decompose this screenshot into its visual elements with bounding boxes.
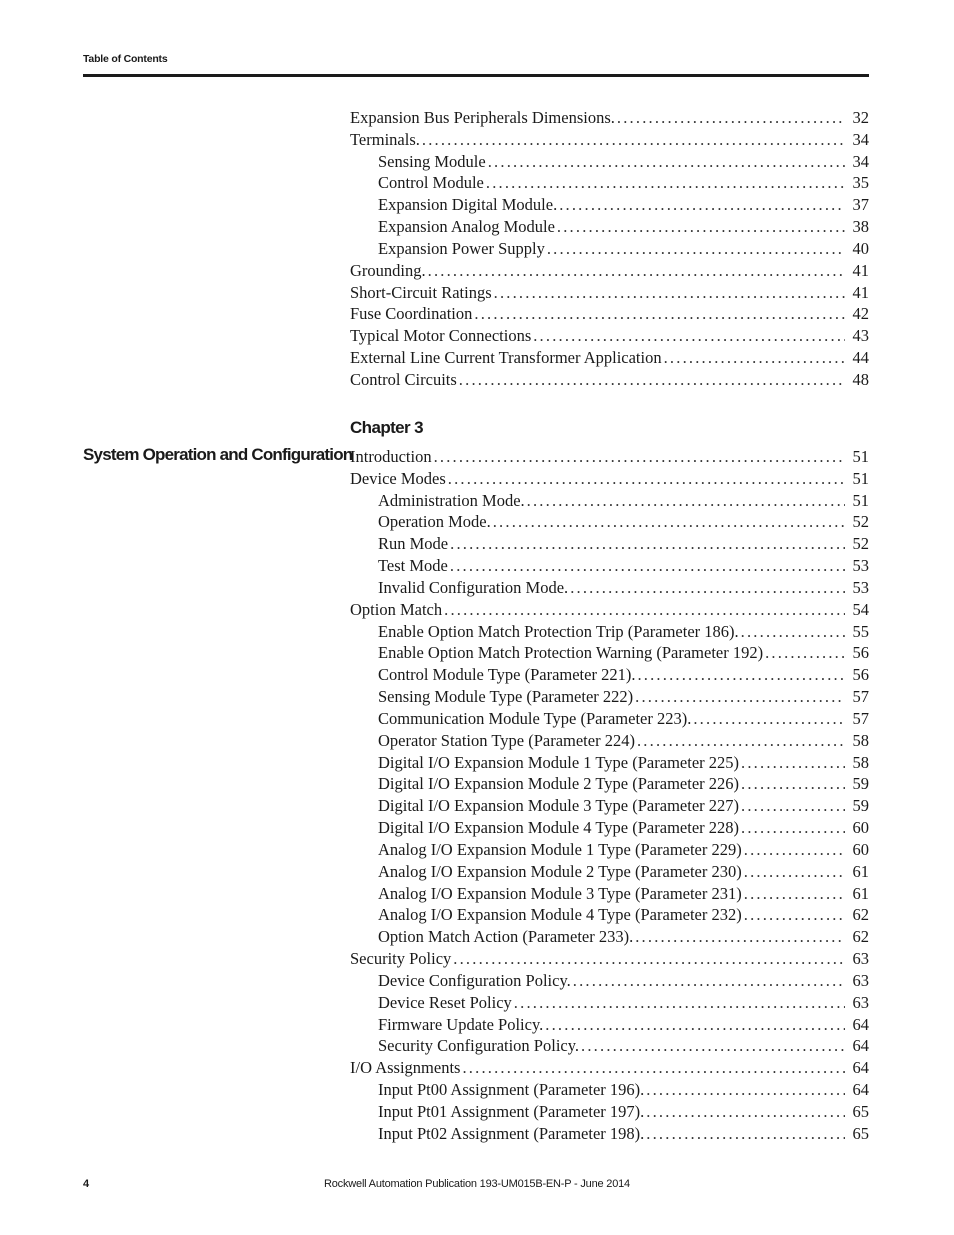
- toc-entry-title: Expansion Power Supply: [378, 238, 545, 258]
- toc-entry[interactable]: [350, 926, 869, 948]
- toc-dot-leader: [459, 369, 845, 391]
- toc-entry-title: Sensing Module Type (Parameter 222): [378, 687, 634, 707]
- toc-entry-page: 62: [852, 905, 869, 925]
- toc-dot-leader: [570, 577, 845, 599]
- toc-entry-page: 43: [852, 326, 869, 346]
- toc-entry-page: 42: [852, 304, 869, 324]
- toc-dot-leader: [635, 686, 845, 708]
- toc-dot-leader: [494, 282, 845, 304]
- toc-entry-page: 63: [852, 970, 869, 990]
- toc-dot-leader: [444, 599, 845, 621]
- toc-dot-leader: [428, 260, 845, 282]
- toc-dot-leader: [545, 1014, 845, 1036]
- toc-entry[interactable]: [350, 194, 869, 216]
- toc-entry-page: 58: [852, 752, 869, 772]
- toc-dot-leader: [448, 468, 845, 490]
- toc-dot-leader: [741, 752, 845, 774]
- toc-entry-page: 57: [852, 687, 869, 707]
- toc-dot-leader: [741, 773, 845, 795]
- toc-entry-page: 61: [852, 883, 869, 903]
- toc-entry-page: 65: [852, 1123, 869, 1143]
- toc-entry-page: 65: [852, 1101, 869, 1121]
- toc-entry-page: 37: [852, 195, 869, 215]
- toc-entry-title: Test Mode: [378, 556, 448, 576]
- toc-dot-leader: [474, 303, 845, 325]
- toc-dot-leader: [453, 948, 845, 970]
- toc-entry-page: 64: [852, 1080, 869, 1100]
- toc-dot-leader: [741, 621, 845, 643]
- toc-entry-title: Operator Station Type (Parameter 224): [378, 730, 635, 750]
- toc-entry-page: 38: [852, 217, 869, 237]
- toc-entry[interactable]: [350, 490, 869, 512]
- toc-dot-leader: [462, 1057, 845, 1079]
- chapter-label: Chapter 3: [350, 418, 424, 437]
- toc-entry-page: 34: [852, 129, 869, 149]
- toc-entry-title: Option Match Action (Parameter 233).: [378, 927, 634, 947]
- toc-dot-leader: [744, 861, 845, 883]
- toc-entry-page: 53: [852, 556, 869, 576]
- toc-entry[interactable]: [350, 511, 869, 533]
- toc-entry-title: Introduction: [350, 447, 432, 466]
- header-rule: [83, 74, 869, 77]
- toc-dot-leader: [493, 511, 845, 533]
- toc-entry[interactable]: [350, 325, 869, 347]
- toc-dot-leader: [664, 347, 845, 369]
- toc-entry-page: 32: [852, 108, 869, 127]
- toc-entry[interactable]: [350, 708, 869, 730]
- footer-publication: Rockwell Automation Publication 193-UM015B-EN-P - June 2014: [324, 1178, 630, 1190]
- toc-dot-leader: [744, 904, 845, 926]
- toc-entry-title: I/O Assignments: [350, 1058, 461, 1078]
- toc-entry[interactable]: [350, 861, 869, 883]
- toc-entry[interactable]: [350, 686, 869, 708]
- toc-entry-page: 52: [852, 512, 869, 532]
- toc-entry-title: Control Module Type (Parameter 221).: [378, 665, 636, 685]
- chapter-title: System Operation and Configuration: [83, 445, 353, 464]
- toc-entry-title: Digital I/O Expansion Module 4 Type (Parameter 228): [378, 818, 740, 838]
- toc-entry-title: Expansion Analog Module: [378, 217, 555, 237]
- toc-entry[interactable]: [350, 1035, 869, 1057]
- toc-entry-page: 62: [852, 927, 869, 947]
- toc-entry-title: Digital I/O Expansion Module 2 Type (Parameter 226): [378, 774, 740, 794]
- toc-entry-title: Invalid Configuration Mode.: [378, 577, 569, 597]
- toc-entry[interactable]: [350, 555, 869, 577]
- toc-entry[interactable]: [350, 446, 869, 468]
- toc-entry-page: 64: [852, 1058, 869, 1078]
- toc-entry-page: 64: [852, 1014, 869, 1034]
- toc-dot-leader: [617, 107, 845, 129]
- toc-entry-page: 54: [852, 599, 869, 619]
- toc-entry-title: Short-Circuit Ratings: [350, 282, 492, 302]
- toc-entry-title: Control Module: [378, 173, 484, 193]
- toc-entry[interactable]: [350, 369, 869, 391]
- toc-entry-title: Typical Motor Connections: [350, 326, 532, 346]
- toc-dot-leader: [422, 129, 845, 151]
- toc-dot-leader: [693, 708, 845, 730]
- toc-entry-title: Run Mode: [378, 534, 449, 554]
- toc-entry[interactable]: [350, 260, 869, 282]
- toc-entry[interactable]: [350, 216, 869, 238]
- toc-entry-page: 56: [852, 643, 869, 663]
- toc-entry[interactable]: [350, 129, 869, 151]
- toc-entry[interactable]: [350, 883, 869, 905]
- toc-entry-page: 51: [852, 468, 869, 488]
- toc-entry-title: Analog I/O Expansion Module 1 Type (Parameter 229): [378, 839, 742, 859]
- toc-dot-leader: [646, 1123, 845, 1145]
- toc-dot-leader: [765, 642, 845, 664]
- toc-entry-title: Security Configuration Policy.: [378, 1036, 580, 1056]
- toc-entry[interactable]: [350, 1079, 869, 1101]
- toc-dot-leader: [450, 555, 845, 577]
- toc-entry-page: 40: [852, 238, 869, 258]
- toc-entry-title: Device Reset Policy: [378, 992, 512, 1012]
- toc-entry[interactable]: [350, 533, 869, 555]
- toc-entry-page: 55: [852, 621, 869, 641]
- toc-entry[interactable]: [350, 795, 869, 817]
- toc-entry-title: Digital I/O Expansion Module 3 Type (Parameter 227): [378, 796, 740, 816]
- toc-entry-page: 41: [852, 260, 869, 280]
- toc-entry[interactable]: [350, 599, 869, 621]
- toc-dot-leader: [547, 238, 845, 260]
- toc-entry-page: 35: [852, 173, 869, 193]
- toc-entry-page: 61: [852, 861, 869, 881]
- toc-entry[interactable]: [350, 282, 869, 304]
- toc-entry[interactable]: [350, 664, 869, 686]
- toc-dot-leader: [486, 172, 845, 194]
- toc-dot-leader: [434, 446, 845, 468]
- toc-entry[interactable]: [350, 1123, 869, 1145]
- toc-entry-page: 51: [852, 490, 869, 510]
- toc-entry-title: Expansion Bus Peripherals Dimensions.: [350, 108, 615, 127]
- toc-entry[interactable]: [350, 970, 869, 992]
- toc-entry-title: External Line Current Transformer Application: [350, 348, 662, 368]
- toc-entry[interactable]: [350, 992, 869, 1014]
- toc-entry[interactable]: [350, 904, 869, 926]
- toc-entry-page: 57: [852, 708, 869, 728]
- toc-dot-leader: [741, 817, 845, 839]
- toc-entry-page: 59: [852, 796, 869, 816]
- toc-dot-leader: [488, 151, 845, 173]
- toc-entry-title: Sensing Module: [378, 151, 486, 171]
- toc-entry[interactable]: [350, 107, 869, 129]
- toc-dot-leader: [581, 1035, 845, 1057]
- toc-entry-title: Terminals.: [350, 129, 420, 149]
- toc-dot-leader: [533, 325, 845, 347]
- toc-entry-title: Control Circuits: [350, 369, 457, 389]
- toc-entry[interactable]: [350, 303, 869, 325]
- toc-entry-page: 60: [852, 818, 869, 838]
- toc-entry[interactable]: [350, 621, 869, 643]
- toc-entry[interactable]: [350, 773, 869, 795]
- toc-dot-leader: [514, 992, 845, 1014]
- toc-entry[interactable]: [350, 1101, 869, 1123]
- toc-entry-page: 58: [852, 730, 869, 750]
- footer-page-number: 4: [83, 1178, 90, 1190]
- toc-entry-title: Device Modes: [350, 468, 446, 488]
- toc-entry-title: Analog I/O Expansion Module 2 Type (Parameter 230): [378, 861, 742, 881]
- toc-entry-title: Operation Mode.: [378, 512, 491, 532]
- toc-entry[interactable]: [350, 948, 869, 970]
- toc-entry-page: 56: [852, 665, 869, 685]
- toc-entry-title: Enable Option Match Protection Warning (Parameter 192): [378, 643, 764, 663]
- toc-entry-page: 60: [852, 839, 869, 859]
- toc-entry-page: 52: [852, 534, 869, 554]
- toc-entry-title: Digital I/O Expansion Module 1 Type (Parameter 225): [378, 752, 740, 772]
- toc-dot-leader: [527, 490, 845, 512]
- toc-entry[interactable]: [350, 468, 869, 490]
- toc-dot-leader: [744, 883, 845, 905]
- toc-dot-leader: [646, 1101, 845, 1123]
- toc-dot-leader: [637, 730, 845, 752]
- toc-dot-leader: [646, 1079, 845, 1101]
- running-head: Table of Contents: [83, 53, 168, 65]
- toc-entry-title: Firmware Update Policy.: [378, 1014, 544, 1034]
- toc-entry-page: 64: [852, 1036, 869, 1056]
- toc-entry-page: 41: [852, 282, 869, 302]
- toc-entry-page: 53: [852, 577, 869, 597]
- toc-entry-title: Security Policy: [350, 949, 452, 969]
- toc-entry[interactable]: [350, 577, 869, 599]
- toc-entry-page: 51: [852, 447, 869, 466]
- toc-entry-title: Expansion Digital Module.: [378, 195, 558, 215]
- toc-entry-title: Device Configuration Policy.: [378, 970, 571, 990]
- toc-entry[interactable]: [350, 1014, 869, 1036]
- toc-entry-page: 48: [852, 369, 869, 389]
- toc-entry[interactable]: [350, 839, 869, 861]
- toc-entry-page: 59: [852, 774, 869, 794]
- toc-dot-leader: [637, 664, 845, 686]
- toc-entry[interactable]: [350, 238, 869, 260]
- toc-entry[interactable]: [350, 730, 869, 752]
- toc-dot-leader: [450, 533, 845, 555]
- toc-entry[interactable]: [350, 347, 869, 369]
- toc-entry[interactable]: [350, 172, 869, 194]
- toc-dot-leader: [741, 795, 845, 817]
- toc-dot-leader: [635, 926, 845, 948]
- toc-entry[interactable]: [350, 1057, 869, 1079]
- toc-entry-page: 34: [852, 151, 869, 171]
- toc-entry-title: Enable Option Match Protection Trip (Parameter 186).: [378, 621, 739, 641]
- toc-entry-title: Input Pt01 Assignment (Parameter 197).: [378, 1101, 645, 1121]
- toc-entry[interactable]: [350, 151, 869, 173]
- toc-dot-leader: [573, 970, 845, 992]
- toc-entry-title: Option Match: [350, 599, 443, 619]
- toc-dot-leader: [557, 216, 845, 238]
- toc-entry-title: Fuse Coordination: [350, 304, 473, 324]
- toc-entry-title: Communication Module Type (Parameter 223).: [378, 708, 692, 728]
- toc-entry-title: Grounding.: [350, 260, 426, 280]
- toc-entry-title: Input Pt00 Assignment (Parameter 196).: [378, 1080, 645, 1100]
- toc-dot-leader: [559, 194, 845, 216]
- toc-entry[interactable]: [350, 817, 869, 839]
- toc-entry-page: 44: [852, 348, 869, 368]
- toc-entry-title: Administration Mode.: [378, 490, 525, 510]
- toc-entry[interactable]: [350, 642, 869, 664]
- toc-entry-page: 63: [852, 949, 869, 969]
- toc-entry-title: Analog I/O Expansion Module 4 Type (Parameter 232): [378, 905, 742, 925]
- toc-entry-title: Input Pt02 Assignment (Parameter 198).: [378, 1123, 645, 1143]
- toc-entry-page: 63: [852, 992, 869, 1012]
- toc-entry[interactable]: [350, 752, 869, 774]
- toc-dot-leader: [744, 839, 845, 861]
- toc-entry-title: Analog I/O Expansion Module 3 Type (Parameter 231): [378, 883, 742, 903]
